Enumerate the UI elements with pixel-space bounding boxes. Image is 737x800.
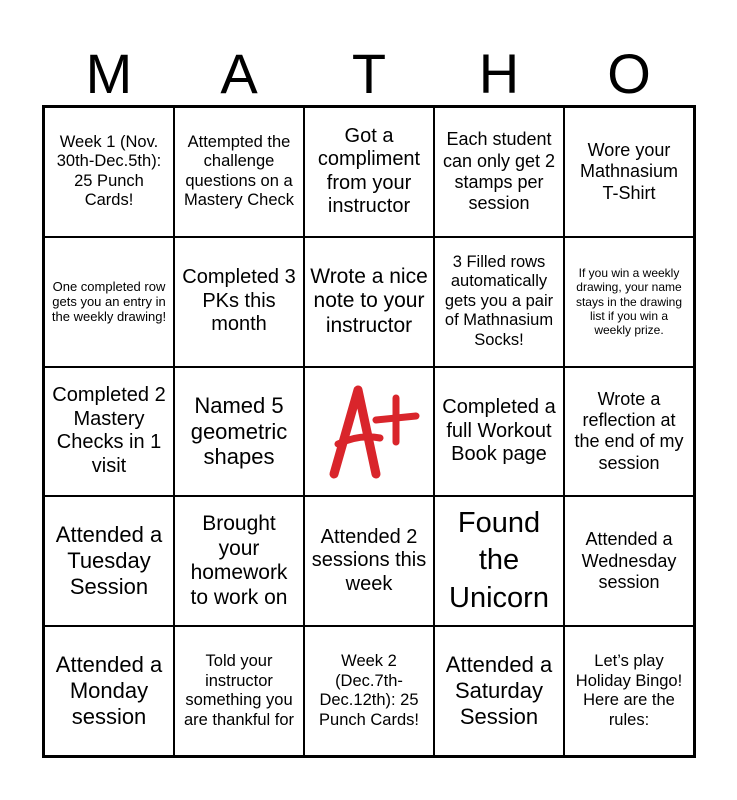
bingo-header — [44, 38, 694, 108]
bingo-cell[interactable]: Attended a Tuesday Session — [44, 496, 174, 626]
bingo-cell[interactable]: Attended a Wednesday session — [564, 496, 694, 626]
header-letter-m: M — [85, 41, 133, 105]
header-letter-t: T — [351, 41, 387, 105]
bingo-cell[interactable]: Attended a Saturday Session — [434, 626, 564, 756]
bingo-cell[interactable]: One completed row gets you an entry in the weekly drawing! — [44, 237, 174, 367]
bingo-cell[interactable]: Week 2 (Dec.7th-Dec.12th): 25 Punch Cards! — [304, 626, 434, 756]
bingo-cell[interactable]: Found the Unicorn — [434, 496, 564, 626]
bingo-cell[interactable]: Attempted the challenge questions on a Mastery Check — [174, 107, 304, 237]
bingo-cell[interactable]: Named 5 geometric shapes — [174, 367, 304, 497]
bingo-cell[interactable]: Wrote a nice note to your instructor — [304, 237, 434, 367]
bingo-cell[interactable]: Got a compliment from your instructor — [304, 107, 434, 237]
bingo-cell[interactable]: Told your instructor something you are thankful for — [174, 626, 304, 756]
bingo-cell[interactable]: If you win a weekly drawing, your name stays in the drawing list if you win a weekly prize. — [564, 237, 694, 367]
bingo-cell[interactable]: 3 Filled rows automatically gets you a pair of Mathnasium Socks! — [434, 237, 564, 367]
a-plus-icon — [314, 376, 424, 486]
bingo-cell[interactable]: Each student can only get 2 stamps per session — [434, 107, 564, 237]
header-letter-h: H — [478, 41, 520, 105]
bingo-cell[interactable]: Completed 2 Mastery Checks in 1 visit — [44, 367, 174, 497]
bingo-cell[interactable]: Let’s play Holiday Bingo! Here are the rules: — [564, 626, 694, 756]
header-letter-o: O — [607, 41, 651, 105]
bingo-board — [42, 105, 696, 758]
bingo-cell[interactable]: Week 1 (Nov. 30th-Dec.5th): 25 Punch Cards! — [44, 107, 174, 237]
bingo-cell[interactable]: Completed 3 PKs this month — [174, 237, 304, 367]
bingo-cell[interactable]: Attended a Monday session — [44, 626, 174, 756]
bingo-cell[interactable]: Wore your Mathnasium T-Shirt — [564, 107, 694, 237]
bingo-cell[interactable]: Wrote a reflection at the end of my session — [564, 367, 694, 497]
bingo-cell[interactable]: Completed a full Workout Book page — [434, 367, 564, 497]
bingo-cell[interactable]: Attended 2 sessions this week — [304, 496, 434, 626]
bingo-cell[interactable]: Brought your homework to work on — [174, 496, 304, 626]
header-letter-a: A — [220, 41, 258, 105]
free-space[interactable] — [304, 367, 434, 497]
